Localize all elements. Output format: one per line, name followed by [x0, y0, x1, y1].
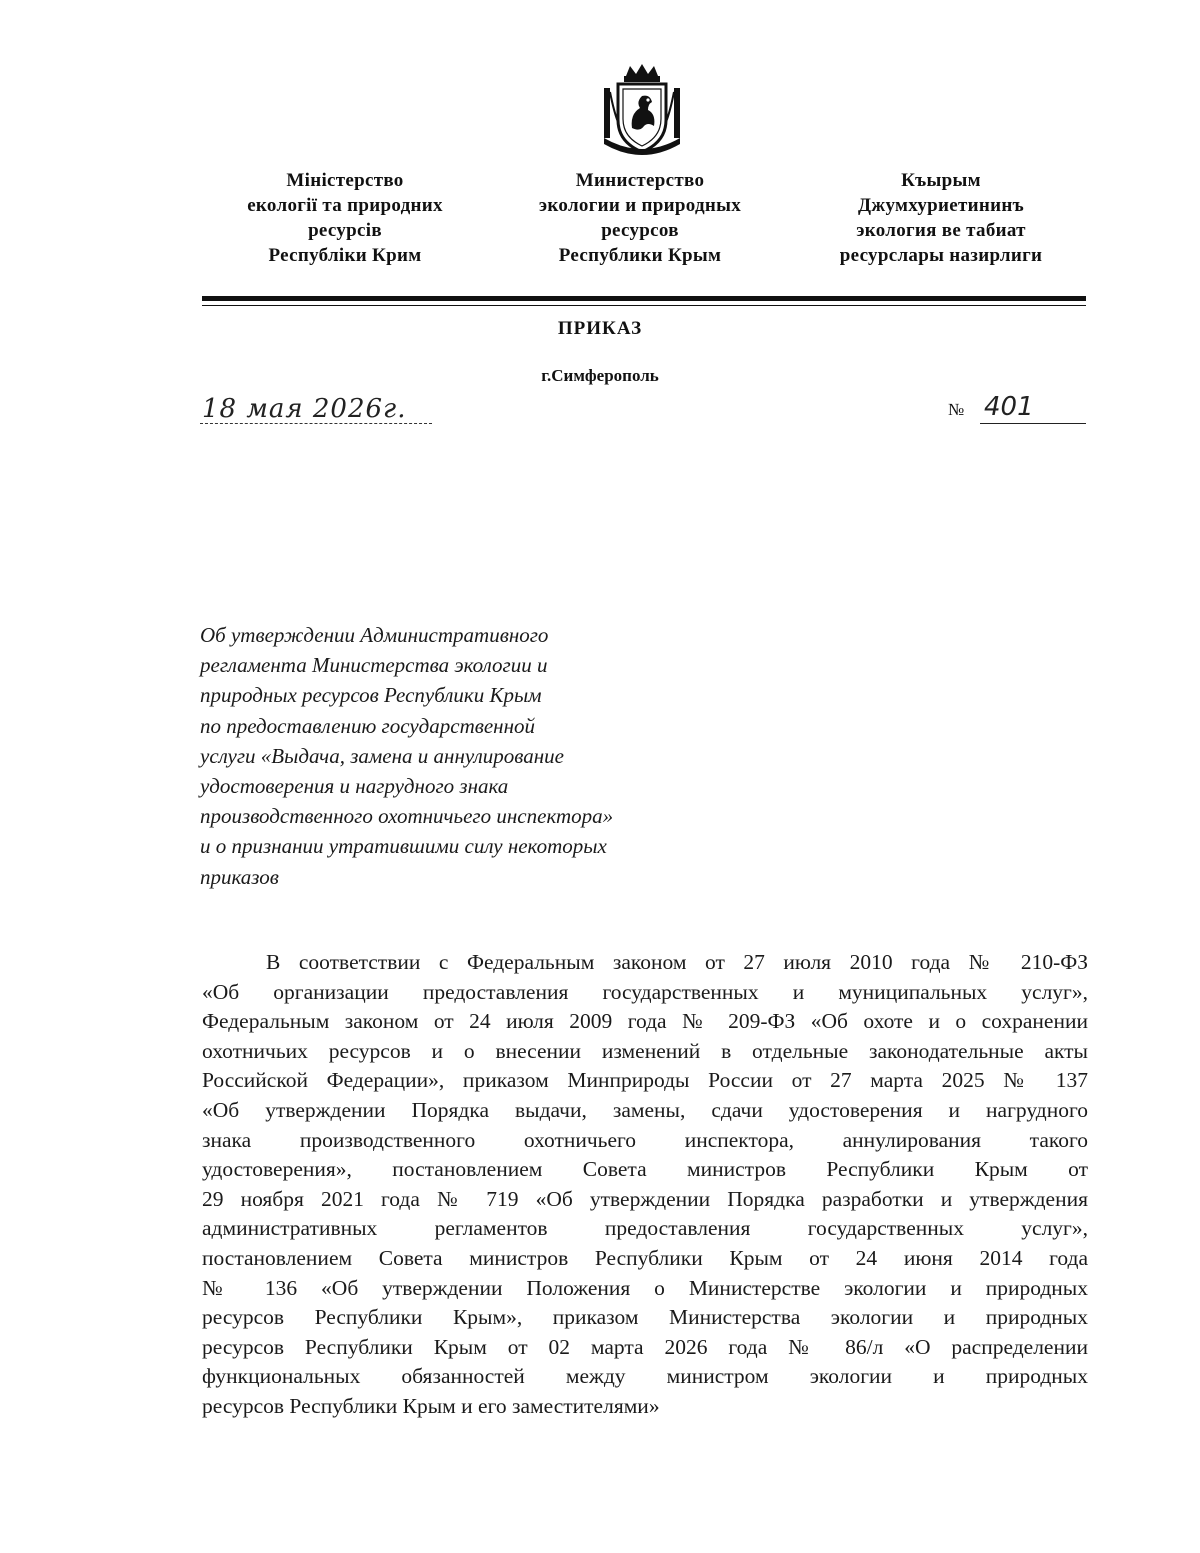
body-line: 29 ноября 2021 года № 719 «Об утверждении Порядка разработки и утверждения — [202, 1186, 1088, 1211]
document-type: ПРИКАЗ — [557, 318, 643, 339]
header-line: ресурслары назирлиги — [839, 245, 1043, 266]
header-line: ресурсів — [308, 220, 382, 241]
header-line: Республики Крым — [558, 245, 722, 266]
body-line: В соответствии с Федеральным законом от 27 июля 2010 года № 210-ФЗ — [266, 950, 1088, 974]
title-line: регламента Министерства экологии и — [200, 653, 548, 678]
body-line: административных регламентов предоставления государственных услуг», — [202, 1216, 1088, 1241]
handwritten-date — [200, 394, 440, 430]
header-ministry-russian — [505, 168, 775, 268]
header-line: экология ве табиат — [856, 220, 1026, 241]
body-line: «Об организации предоставления государственных и муниципальных услуг», — [202, 979, 1088, 1004]
title-line: природных ресурсов Республики Крым — [200, 683, 542, 708]
title-line: производственного охотничьего инспектора» — [200, 804, 614, 829]
header-line: Міністерство — [286, 170, 404, 191]
date-value: 18 мая 2026г. — [202, 394, 407, 424]
title-line: по предоставлению государственной — [200, 713, 536, 738]
header-line: Министерство — [575, 170, 705, 191]
date-underline — [200, 423, 432, 424]
body-line: знака производственного охотничьего инспектора, аннулирования такого — [202, 1127, 1088, 1152]
header-divider-thick — [202, 296, 1086, 301]
header-line: екології та природних — [247, 195, 443, 216]
body-line: охотничьих ресурсов и о внесении изменений в отдельные законодательные акты — [202, 1038, 1088, 1063]
title-line: удостоверения и нагрудного знака — [200, 774, 509, 799]
coat-of-arms-emblem — [596, 62, 688, 158]
header-ministry-crimean-tatar — [806, 168, 1076, 268]
number-sign: № — [948, 400, 965, 419]
body-line: Федеральным законом от 24 июля 2009 года № 209-ФЗ «Об охоте и о сохранении — [202, 1009, 1088, 1034]
body-line: ресурсов Республики Крым и его заместителями» — [202, 1393, 660, 1418]
body-line: постановлением Совета министров Республики Крым от 24 июня 2014 года — [202, 1245, 1088, 1270]
header-line: Республіки Крим — [268, 245, 422, 266]
body-paragraph — [202, 948, 1088, 1422]
header-ministry-ukrainian — [210, 168, 480, 268]
body-line: ресурсов Республики Крым», приказом Министерства экологии и природных — [202, 1305, 1088, 1330]
title-line: услуги «Выдача, замена и аннулирование — [200, 743, 564, 768]
header-line: экологии и природных — [538, 195, 742, 216]
title-line: Об утверждении Административного — [200, 623, 549, 647]
body-line: «Об утверждении Порядка выдачи, замены, сдачи удостоверения и нагрудного — [202, 1097, 1088, 1122]
number-value: 401 — [984, 392, 1034, 422]
body-line: ресурсов Республики Крым от 02 марта 2026 года № 86/л «О распределении — [202, 1334, 1088, 1359]
body-line: функциональных обязанностей между министром экологии и природных — [202, 1364, 1088, 1389]
header-line: ресурсов — [601, 220, 679, 241]
document-number — [948, 394, 1088, 430]
number-underline — [980, 423, 1086, 424]
header-line: Къырым — [901, 170, 981, 191]
body-line: Российской Федерации», приказом Минприроды России от 27 марта 2025 № 137 — [202, 1068, 1088, 1093]
title-line: и о признании утратившими силу некоторых — [200, 834, 607, 859]
order-title — [200, 620, 720, 892]
title-line: приказов — [200, 864, 279, 889]
header-line: Джумхуриетининъ — [858, 195, 1024, 216]
body-line: удостоверения», постановлением Совета министров Республики Крым от — [202, 1157, 1088, 1182]
document-city: г.Симферополь — [541, 366, 659, 385]
body-line: № 136 «Об утверждении Положения о Министерстве экологии и природных — [202, 1275, 1088, 1300]
header-divider-thin — [202, 305, 1086, 306]
